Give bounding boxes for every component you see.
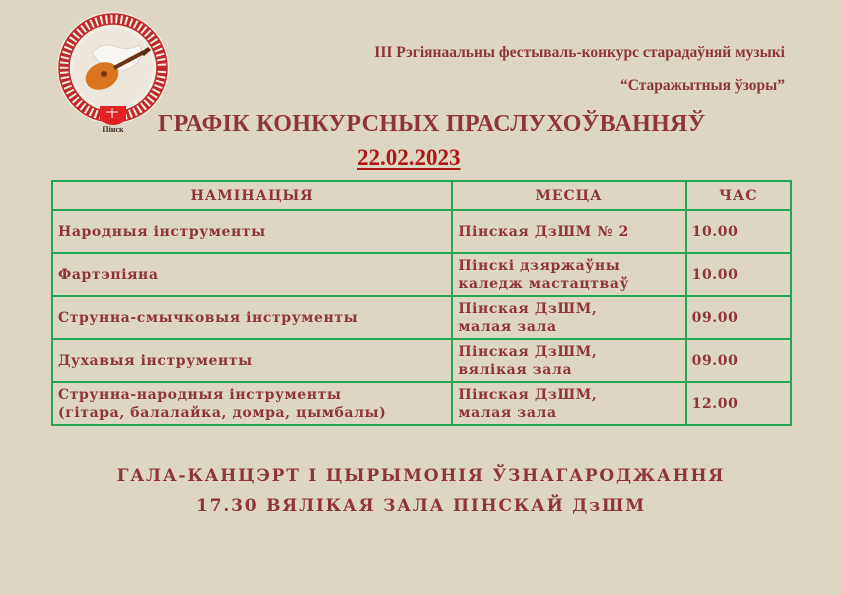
schedule-table <box>51 180 792 426</box>
nomination-cell: Духавыя інструменты <box>52 339 452 382</box>
table-row <box>52 253 791 296</box>
nomination-cell: Струнна-смычковыя інструменты <box>52 296 452 339</box>
place-line: Пінская ДзШМ, <box>458 386 598 403</box>
nomination-line: Струнна-народныя інструменты <box>58 386 342 403</box>
place-line: вялікая зала <box>458 361 573 378</box>
nomination-cell: Народныя інструменты <box>52 210 452 253</box>
place-cell <box>452 339 685 382</box>
time-cell: 12.00 <box>686 382 791 425</box>
svg-text:Пінск: Пінск <box>102 125 124 134</box>
place-cell <box>452 382 685 425</box>
column-header-nomination: НАМІНАЦЫЯ <box>52 181 452 210</box>
place-cell <box>452 253 685 296</box>
table-header-row <box>52 181 791 210</box>
place-line: Пінская ДзШМ, <box>458 343 598 360</box>
table-row <box>52 296 791 339</box>
page-title: ГРАФІК КОНКУРСНЫХ ПРАСЛУХОЎВАННЯЎ <box>158 111 706 137</box>
column-header-time: ЧАС <box>686 181 791 210</box>
gala-concert-heading: ГАЛА-КАНЦЭРТ І ЦЫРЫМОНІЯ ЎЗНАГАРОДЖАННЯ <box>116 466 726 486</box>
place-line: каледж мастацтваў <box>458 275 630 292</box>
place-line: Пінская ДзШМ, <box>458 300 598 317</box>
time-cell: 09.00 <box>686 296 791 339</box>
time-cell: 10.00 <box>686 210 791 253</box>
column-header-place: МЕСЦА <box>452 181 685 210</box>
table-row <box>52 339 791 382</box>
place-line: малая зала <box>458 318 557 335</box>
time-cell: 09.00 <box>686 339 791 382</box>
festival-name: “Старажытныя ўзоры” <box>619 77 785 94</box>
event-date: 22.02.2023 <box>357 145 461 170</box>
festival-subtitle: ІІІ Рэгіянаальны фестываль-конкурс старадаўняй музыкі <box>374 44 785 61</box>
place-cell <box>452 296 685 339</box>
table-row <box>52 382 791 425</box>
place-line: Пінская ДзШМ № 2 <box>458 223 629 240</box>
festival-logo-icon <box>52 8 174 136</box>
time-cell: 10.00 <box>686 253 791 296</box>
table-row <box>52 210 791 253</box>
nomination-line: (гітара, балалайка, домра, цымбалы) <box>58 404 387 421</box>
gala-concert-details: 17.30 ВЯЛІКАЯ ЗАЛА ПІНСКАЙ ДзШМ <box>196 496 646 516</box>
place-cell <box>452 210 685 253</box>
place-line: Пінскі дзяржаўны <box>458 257 621 274</box>
nomination-cell: Фартэпіяна <box>52 253 452 296</box>
nomination-cell <box>52 382 452 425</box>
place-line: малая зала <box>458 404 557 421</box>
